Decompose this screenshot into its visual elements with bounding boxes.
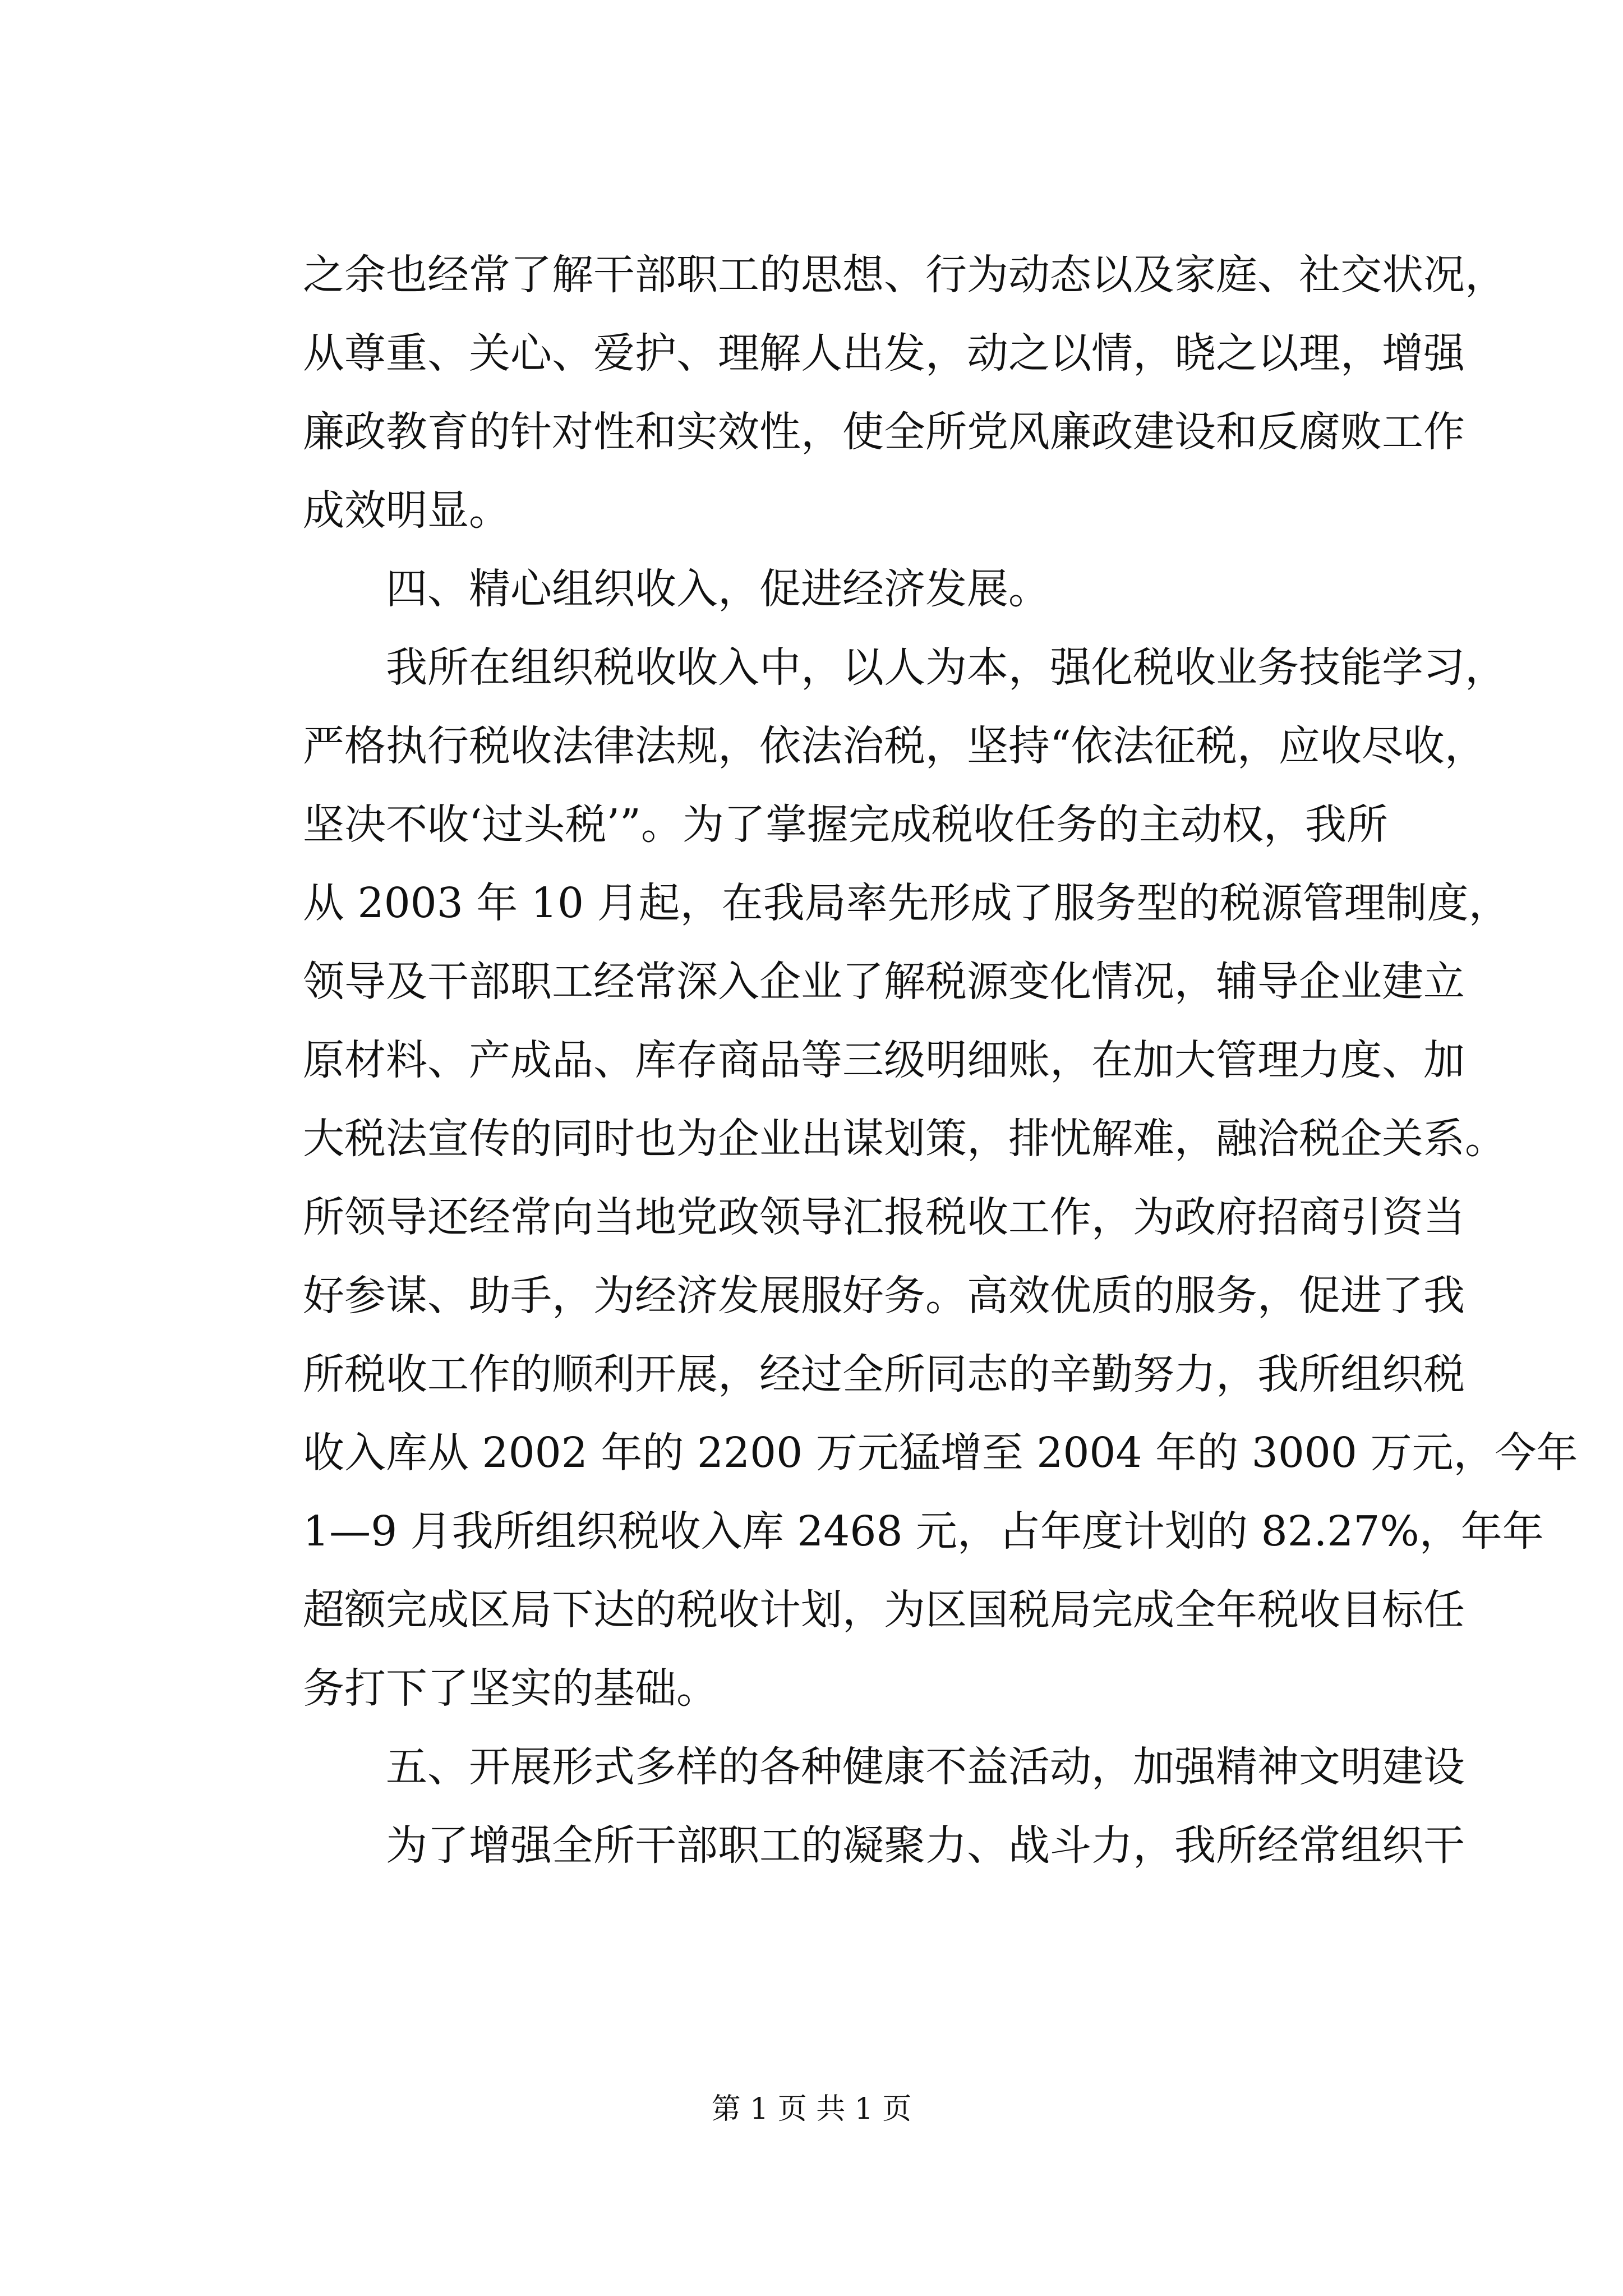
document-body — [303, 236, 1578, 1885]
paragraph-line: 收入库从 2002 年的 2200 万元猛增至 2004 年的 3000 万元，今年 — [303, 1429, 1578, 1477]
paragraph-line: 从 2003 年 10 月起，在我局率先形成了服务型的税源管理制度， — [303, 879, 1510, 927]
paragraph-line: 务打下了坚实的基础。 — [303, 1664, 718, 1713]
paragraph-line: 成效明显。 — [303, 486, 510, 535]
paragraph-line: 为了增强全所干部职工的凝聚力、战斗力，我所经常组织干 — [386, 1821, 1465, 1870]
paragraph-line: 从尊重、关心、爱护、理解人出发，动之以情，晓之以理，增强 — [303, 329, 1465, 378]
section-heading: 四、精心组织收入，促进经济发展。 — [386, 565, 1050, 613]
paragraph-line: 之余也经常了解干部职工的思想、行为动态以及家庭、社交状况， — [303, 251, 1506, 299]
paragraph-line: 所领导还经常向当地党政领导汇报税收工作，为政府招商引资当 — [303, 1193, 1465, 1241]
paragraph-line: 所税收工作的顺利开展，经过全所同志的辛勤努力，我所组织税 — [303, 1350, 1465, 1398]
paragraph-line: 1—9 月我所组织税收入库 2468 元，占年度计划的 82.27%，年年 — [303, 1507, 1544, 1556]
paragraph-line: 我所在组织税收收入中，以人为本，强化税收业务技能学习， — [386, 643, 1506, 692]
section-heading: 五、开展形式多样的各种健康不益活动，加强精神文明建设 — [386, 1743, 1465, 1791]
paragraph-line: 领导及干部职工经常深入企业了解税源变化情况，辅导企业建立 — [303, 958, 1465, 1006]
paragraph-line: 原材料、产成品、库存商品等三级明细账，在加大管理力度、加 — [303, 1036, 1465, 1084]
paragraph-line: 好参谋、助手，为经济发展服好务。高效优质的服务，促进了我 — [303, 1272, 1465, 1320]
paragraph-line: 廉政教育的针对性和实效性，使全所党风廉政建设和反腐败工作 — [303, 408, 1465, 456]
paragraph-line: 坚决不收‘过头税’”。为了掌握完成税收任务的主动权，我所 — [303, 800, 1388, 849]
paragraph-line: 大税法宣传的同时也为企业出谋划策，排忧解难，融洽税企关系。 — [303, 1115, 1506, 1163]
page-number-footer: 第 1 页 共 1 页 — [711, 2092, 912, 2126]
paragraph-line: 严格执行税收法律法规，依法治税，坚持“依法征税，应收尽收， — [303, 722, 1486, 770]
paragraph-line: 超额完成区局下达的税收计划，为区国税局完成全年税收目标任 — [303, 1586, 1465, 1634]
